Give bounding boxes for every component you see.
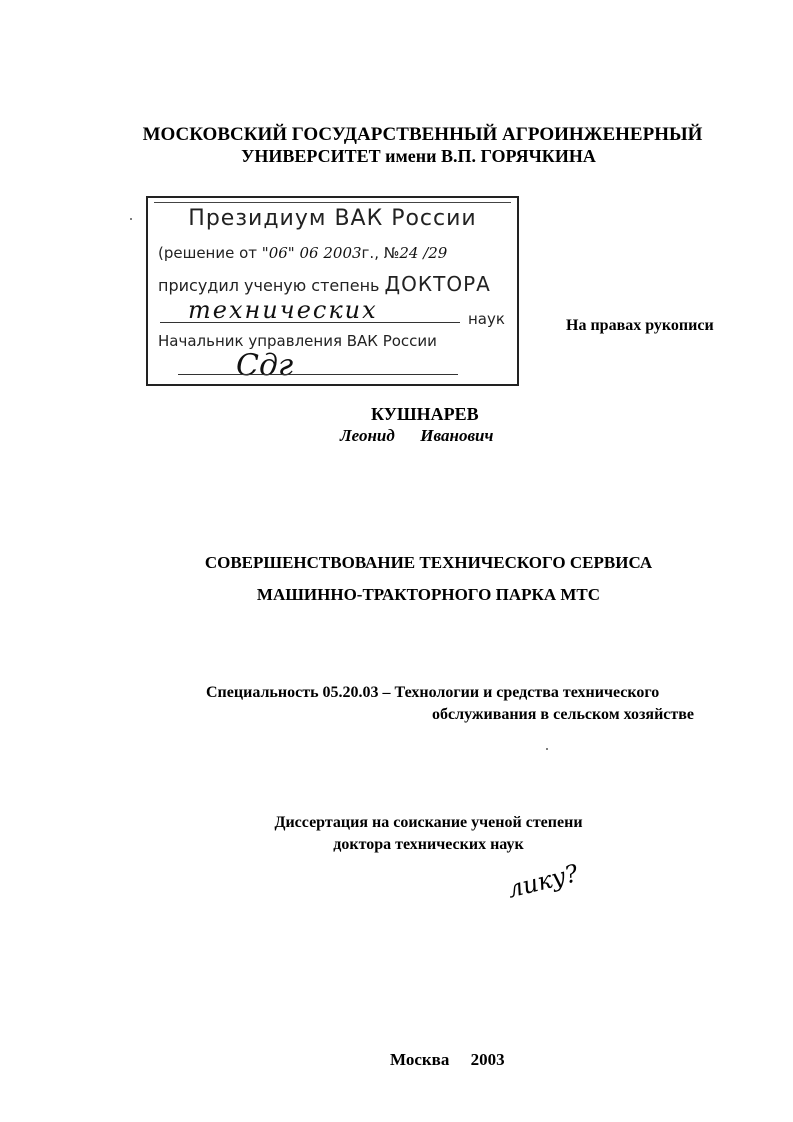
stamp-degree-line	[158, 272, 491, 296]
specialty-line1: Специальность 05.20.03 – Технологии и средства технического	[206, 684, 660, 701]
stamp-top-rule	[154, 202, 511, 205]
author-surname: КУШНАРЕВ	[371, 404, 479, 424]
scan-speck	[546, 748, 548, 750]
dissertation-title-line1: СОВЕРШЕНСТВОВАНИЕ ТЕХНИЧЕСКОГО СЕРВИСА	[204, 553, 653, 572]
stamp-degree-prefix: присудил ученую степень	[158, 276, 385, 295]
stamp-degree-word: ДОКТОРА	[384, 272, 491, 296]
stamp-science-underline	[160, 322, 460, 323]
stamp-decision-year: 2003	[323, 244, 362, 262]
dissertation-title-line2: МАШИННО-ТРАКТОРНОГО ПАРКА МТС	[256, 585, 601, 604]
stamp-decision-month: 06	[299, 244, 319, 262]
stamp-decision-day: 06	[268, 244, 288, 262]
manuscript-rights-note: На правах рукописи	[566, 317, 714, 334]
author-given-names: Леонид Иванович	[340, 426, 494, 445]
stamp-chief-title: Начальник управления ВАК России	[158, 332, 437, 350]
stamp-decision-number: 24	[399, 244, 424, 262]
stamp-decision-line	[158, 244, 447, 262]
scan-speck	[130, 218, 132, 220]
specialty-line2: обслуживания в сельском хозяйстве	[432, 706, 694, 723]
stamp-decision-prefix: (решение от "	[158, 244, 269, 262]
stamp-decision-number-suffix: /29	[423, 244, 448, 262]
vak-stamp	[146, 196, 519, 386]
stamp-title: Президиум ВАК России	[188, 206, 477, 231]
city-year: Москва 2003	[390, 1050, 505, 1069]
stamp-science-handwritten: технических	[188, 296, 378, 324]
stamp-signature: Сдг	[236, 348, 294, 383]
stamp-signature-line	[178, 374, 458, 375]
handwritten-note: лику?	[504, 859, 582, 904]
stamp-decision-year-suffix: г., №	[361, 244, 400, 262]
university-name-line2: УНИВЕРСИТЕТ имени В.П. ГОРЯЧКИНА	[241, 146, 596, 166]
stamp-science-word: наук	[468, 310, 505, 328]
stamp-decision-sep: "	[287, 244, 295, 262]
degree-statement-line2: доктора технических наук	[333, 836, 524, 853]
university-name-line1: МОСКОВСКИЙ ГОСУДАРСТВЕННЫЙ АГРОИНЖЕНЕРНЫЙ	[142, 124, 703, 145]
degree-statement-line1: Диссертация на соискание ученой степени	[274, 814, 583, 831]
